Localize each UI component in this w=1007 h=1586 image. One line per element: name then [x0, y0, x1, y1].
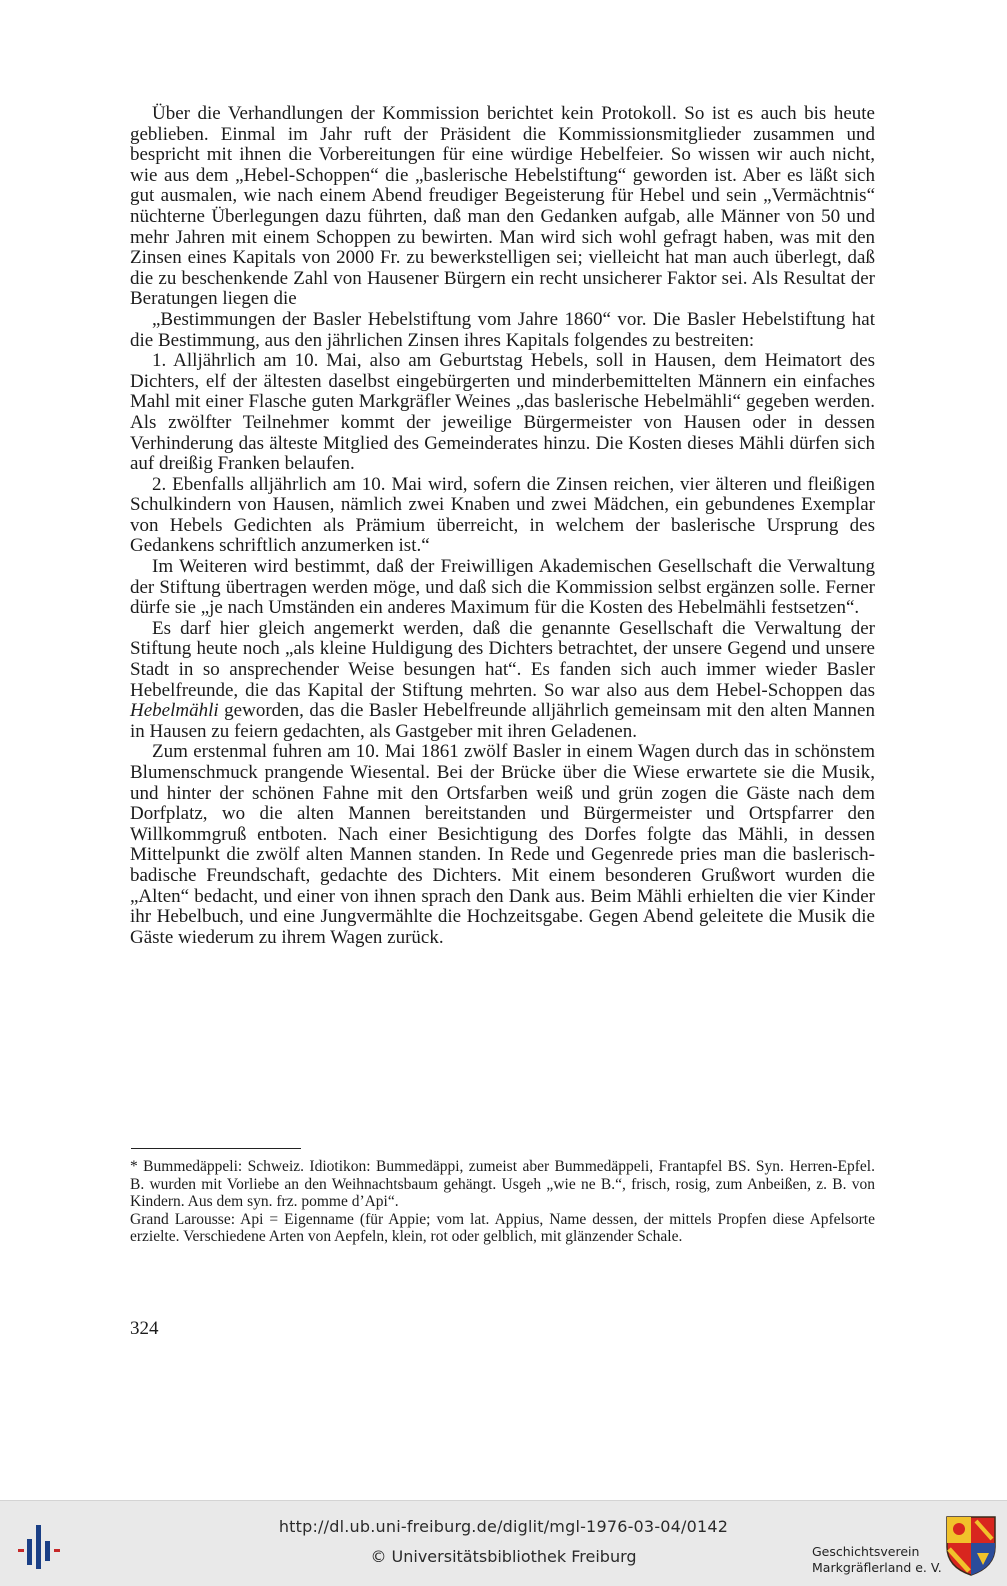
document-url-link[interactable]: http://dl.ub.uni-freiburg.de/diglit/mgl-1976-03-04/0142 — [278, 1517, 729, 1536]
paragraph: Zum erstenmal fuhren am 10. Mai 1861 zwölf Basler in einem Wagen durch das in schönstem Blumenschmuck prangende Wiesental. Bei der Brücke über die Wiese erwartete sie die Musik, und hinter der schönen Fahne mit den Ortsfarben weiß und grün zogen die Gäste nach dem Dorfplatz, wo die alten Mannen bereitstanden und Bürgermeister und Ortspfarrer den Willkommgruß entboten. Nach einer Besichtigung des Dorfes folgte das Mähli, in dessen Mittelpunkt die zwölf alten Mannen standen. In Rede und Gegenrede pries man die baslerisch-badische Freundschaft, gedachte des Dichters. Mit einem besonderen Grußwort wurden die „Alten“ bedacht, und einer von ihnen sprach den Dank aus. Beim Mähli erhielten die vier Kinder ihr Hebelbuch, und eine Jungvermählte die Hochzeitsgabe. Gegen Abend geleitete die Musik die Gäste wiederum zu ihrem Wagen zurück. — [130, 741, 875, 948]
society-name — [812, 1544, 942, 1576]
italic-term: Hebelmähli — [130, 700, 219, 722]
viewer-footer — [0, 1500, 1007, 1586]
paragraph: Über die Verhandlungen der Kommission berichtet kein Protokoll. So ist es auch bis heute geblieben. Einmal im Jahr ruft der Präsident die Kommissionsmitglieder zusammen und bespricht mit ihnen die Vorbereitungen für eine würdige Hebelfeier. So wissen wir auch nicht, wie aus dem „Hebel-Schoppen“ die „baslerische Hebelstiftung“ geworden ist. Aber es läßt sich gut ausmalen, wie nach einem Abend freudiger Begeisterung für Hebel und sein „Vermächtnis“ nüchterne Überlegungen dazu führten, daß man den Gedanken aufgab, alle Männer von 50 und mehr Jahren mit einem Schoppen zu bewirten. Man wird sich wohl gefragt haben, was mit den Zinsen eines Kapitals von 2000 Fr. zu bewerkstelligen sei; vielleicht hat man auch überlegt, daß die zu beschenkende Zahl von Hausener Bürgern ein recht unsicherer Faktor sei. Als Resultat der Beratungen liegen die — [130, 103, 875, 310]
paragraph: 2. Ebenfalls alljährlich am 10. Mai wird, sofern die Zinsen reichen, vier älteren und fleißigen Schulkindern von Hausen, nämlich zwei Knaben und zwei Mädchen, ein gebundenes Exemplar von Hebels Gedichten als Prämium überreicht, in welchem der baslerische Ursprung des Gedankens schriftlich anzumerken ist.“ — [130, 473, 875, 557]
footnotes — [130, 1158, 875, 1246]
paragraph: Im Weiteren wird bestimmt, daß der Freiwilligen Akademischen Gesellschaft die Verwaltung der Stiftung übertragen werden möge, und daß sich die Kommission selbst ergänzen solle. Ferner dürfe sie „je nach Umständen ein anderes Maximum für die Kosten des Hebelmähli festsetzen“. — [130, 556, 875, 619]
paragraph — [130, 619, 875, 743]
copyright-text: © Universitätsbibliothek Freiburg — [370, 1547, 637, 1566]
footnote: Grand Larousse: Api = Eigenname (für Appie; vom lat. Appius, Name dessen, der mittels Propfen diese Apfelsorte erzielte. Verschiedene Arten von Aepfeln, klein, rot oder gelblich, mit glänzender Schale. — [130, 1210, 875, 1246]
coat-of-arms-icon — [943, 1513, 999, 1577]
paragraph: 1. Alljährlich am 10. Mai, also am Geburtstag Hebels, soll in Hausen, dem Heimatort des Dichters, elf der ältesten daselbst eingebürgerten und minderbemittelten Männern ein einfaches Mahl mit einer Flasche guten Markgräfler Weines „das baslerische Hebelmähli“ gegeben werden. Als zwölfter Teilnehmer kommt der jeweilige Bürgermeister von Hausen oder in dessen Verhinderung das älteste Mitglied des Gemeinderates hinzu. Die Kosten dieses Mähli dürfen sich auf dreißig Franken belaufen. — [130, 350, 875, 475]
body-text — [130, 104, 875, 948]
paragraph-text: geworden, das die Basler Hebelfreunde alljährlich gemeinsam mit den alten Mannen in Hausen zu feiern gedachten, als Gastgeber mit ihren Geladenen. — [130, 700, 875, 742]
footnote: * Bummedäppeli: Schweiz. Idiotikon: Bummedäppi, zumeist aber Bummedäppeli, Frantapfel BS. Syn. Herren-Epfel. B. wurden mit Vorliebe an den Weihnachtsbaum gehängt. Usgeh „wie ne B.“, frisch, rosig, zum Anbeißen, z. B. von Kindern. Aus dem syn. frz. pomme d’Api“. — [130, 1158, 875, 1211]
page-number: 324 — [130, 1318, 159, 1339]
society-name-line: Markgräflerland e. V. — [812, 1560, 942, 1575]
paragraph: „Bestimmungen der Basler Hebelstiftung vom Jahre 1860“ vor. Die Basler Hebelstiftung hat die Bestimmung, aus den jährlichen Zinsen ihres Kapitals folgendes zu bestreiten: — [130, 308, 875, 351]
paragraph-text: Es darf hier gleich angemerkt werden, daß die genannte Gesellschaft die Verwaltung der Stiftung heute noch „als kleine Huldigung des Dichters betrachtet, der unsere Gegend und unsere Stadt in so ansprechender Weise besungen hat“. Es fanden sich auch immer wieder Basler Hebelfreunde, die das Kapital der Stiftung mehrten. So war also aus dem Hebel-Schoppen das — [130, 617, 875, 701]
society-name-line: Geschichtsverein — [812, 1544, 920, 1559]
footnote-divider — [131, 1148, 301, 1149]
